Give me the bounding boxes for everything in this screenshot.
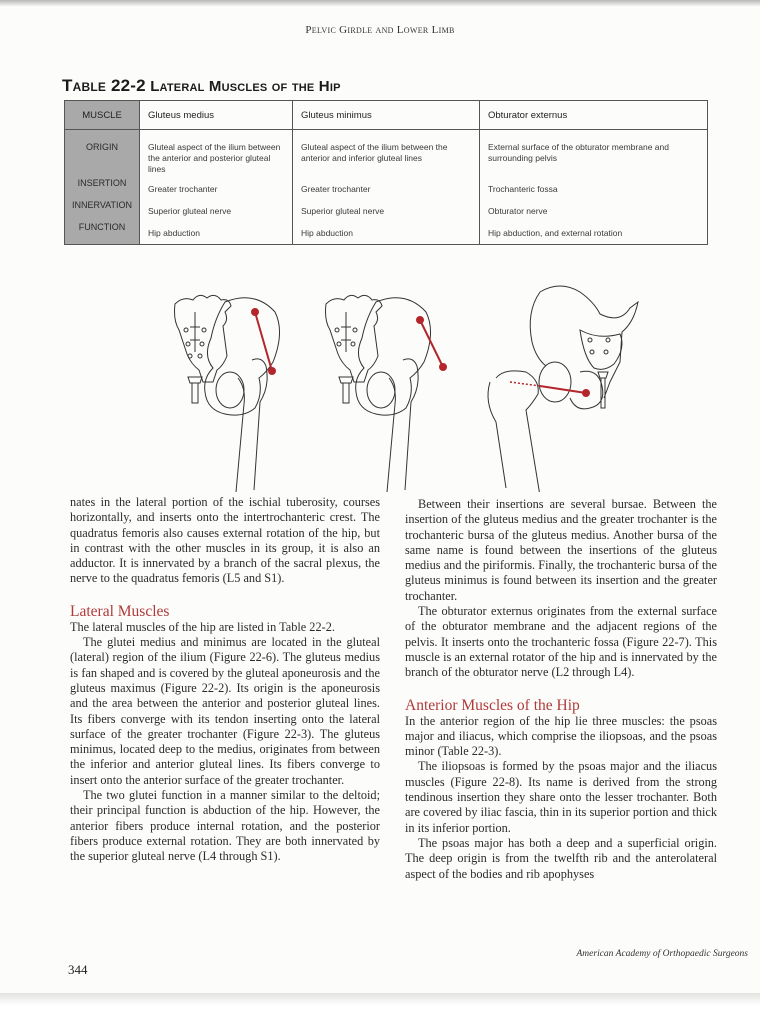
page-number: 344 bbox=[68, 962, 88, 977]
body-paragraph: The obturator externus originates from the external surface of the obturator membrane and the adjacent regions of the pelvis. It inserts onto the trochanteric fossa (Figure 22-7). This muscle is an external rotator of the hip and is innervated by the branch of the obturator nerve (L2 through L4). bbox=[405, 604, 717, 680]
cell-innervation: Obturator nerve bbox=[488, 205, 548, 216]
table-label: Table 22-2 bbox=[62, 76, 146, 95]
row-header-insertion: INSERTION bbox=[65, 178, 140, 200]
lateral-muscles-table bbox=[64, 100, 708, 245]
cell-origin: Gluteal aspect of the ilium between the anterior and inferior gluteal lines bbox=[293, 130, 480, 179]
body-paragraph: nates in the lateral portion of the ischial tuberosity, courses horizontally, and inserts onto the intertrochanteric crest. The quadratus femoris also causes external rotation of the hip, but in contrast with the other muscles in its group, it is also an adductor. It is innervated by a branch of the sacral plexus, the nerve to the quadratus femoris (L5 and S1). bbox=[70, 495, 380, 586]
cell-insertion: Greater trochanter bbox=[140, 178, 293, 200]
cell-origin: Gluteal aspect of the ilium between the anterior and posterior gluteal lines bbox=[140, 130, 293, 179]
body-paragraph: The glutei medius and minimus are located in the gluteal (lateral) region of the ilium (Figure 22-6). The gluteus medius is fan shaped and is covered by the gluteal aponeurosis and the gluteus maximus (Figure 22-2). Its origin is the aponeurosis and the area between the anterior and posterior gluteal lines. Its fibers converge with its tendon inserting onto the lateral surface of the greater trochanter (Figure 22-3). The gluteus minimus, located deep to the medius, originates from between the inferior and anterior gluteal lines. Its fibers converge to insert onto the anterior surface of the greater trochanter. bbox=[70, 635, 380, 787]
table-row-innervation bbox=[65, 200, 708, 222]
text-column-right bbox=[405, 497, 717, 882]
table-title bbox=[62, 76, 341, 96]
gluteus-minimus-illustration bbox=[318, 282, 478, 492]
footer-credit: American Academy of Orthopaedic Surgeons bbox=[576, 949, 748, 959]
body-paragraph: The psoas major has both a deep and a superficial origin. The deep origin is from the twelfth rib and the anterolateral aspect of the bodies and rib apophyses bbox=[405, 835, 717, 881]
body-paragraph: The iliopsoas is formed by the psoas major and the iliacus muscles (Figure 22-8). Its name is derived from the strong tendinous insertion they share onto the lesser trochanter. Both are covered by iliac fascia, thin in its superior portion and thick in its inferior portion. bbox=[405, 759, 717, 835]
text-column-left bbox=[70, 495, 380, 865]
table-row-muscle bbox=[65, 101, 708, 130]
cell-function: Hip abduction bbox=[140, 222, 293, 245]
row-header-function: FUNCTION bbox=[65, 222, 140, 245]
cell-function: Hip abduction, and external rotation bbox=[488, 227, 623, 238]
cell-muscle-name: Gluteus minimus bbox=[293, 101, 480, 130]
cell-insertion: Trochanteric fossa bbox=[488, 183, 558, 194]
cell-muscle-name: Gluteus medius bbox=[140, 101, 293, 130]
row-header-muscle: MUSCLE bbox=[65, 101, 140, 130]
obturator-externus-illustration bbox=[480, 282, 650, 492]
section-heading-lateral-muscles: Lateral Muscles bbox=[70, 602, 170, 620]
running-head: Pelvic Girdle and Lower Limb bbox=[305, 24, 455, 36]
body-paragraph: The two glutei function in a manner similar to the deltoid; their principal function is abduction of the hip. However, the anterior fibers produce internal rotation, and the posterior fibers produce external rotation. They are both innervated by the superior gluteal nerve (L4 through S1). bbox=[70, 788, 380, 864]
row-header-origin: ORIGIN bbox=[65, 130, 140, 179]
cell-origin: External surface of the obturator membrane and surrounding pelvis bbox=[488, 142, 669, 163]
table-row-insertion bbox=[65, 178, 708, 200]
body-paragraph: The lateral muscles of the hip are listed in Table 22-2. bbox=[70, 619, 335, 634]
cell-muscle-name: Obturator externus bbox=[480, 101, 708, 130]
cell-innervation: Superior gluteal nerve bbox=[293, 200, 480, 222]
table-row-function bbox=[65, 222, 708, 245]
table-caption: Lateral Muscles of the Hip bbox=[150, 78, 341, 95]
body-paragraph: Between their insertions are several bursae. Between the insertion of the gluteus medius and the greater trochanter is the trochanteric bursa of the gluteus medius. Another bursa of the same name is found between the insertions of the gluteus medius and the piriformis. Finally, the trochanteric bursa of the gluteus minimus is found between its insertion and the greater trochanter. bbox=[405, 497, 717, 603]
cell-insertion: Greater trochanter bbox=[293, 178, 480, 200]
scan-bottom-shadow bbox=[0, 993, 760, 1024]
cell-function: Hip abduction bbox=[293, 222, 480, 245]
gluteus-medius-illustration bbox=[150, 282, 310, 492]
cell-innervation: Superior gluteal nerve bbox=[140, 200, 293, 222]
table-row-origin bbox=[65, 130, 708, 179]
hip-illustrations bbox=[150, 282, 650, 492]
body-paragraph: In the anterior region of the hip lie three muscles: the psoas major and iliacus, which comprise the iliopsoas, and the psoas minor (Table 22-3). bbox=[405, 713, 717, 759]
section-heading-anterior-muscles: Anterior Muscles of the Hip bbox=[405, 696, 580, 714]
scan-top-shadow bbox=[0, 0, 760, 6]
row-header-innervation: INNERVATION bbox=[65, 200, 140, 222]
